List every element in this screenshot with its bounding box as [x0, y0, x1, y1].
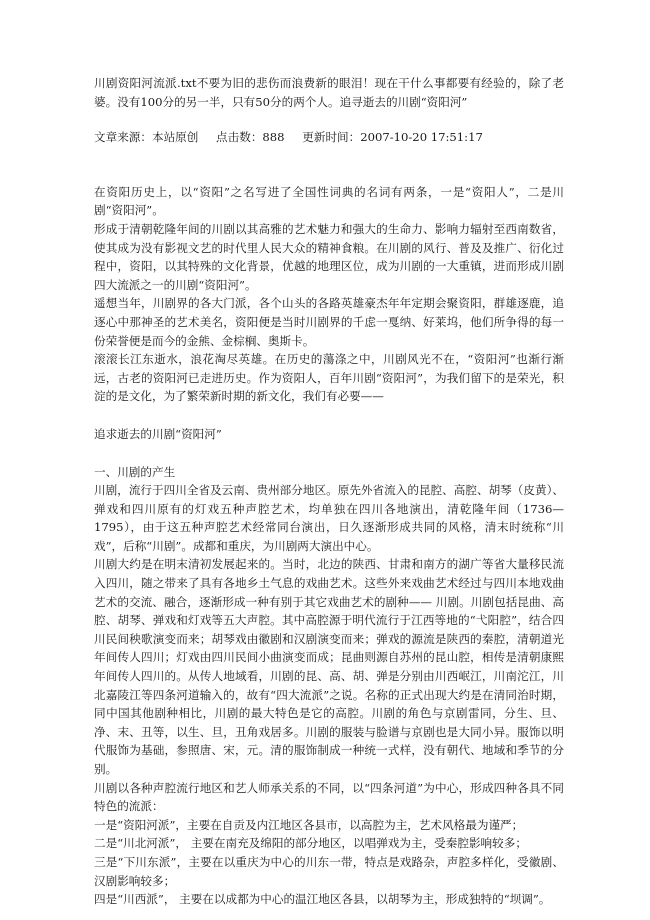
body-paragraph: 川剧以各种声腔流行地区和艺人师承关系的不同，以“四条河道”为中心，形成四种各具不同特色的流派：	[94, 780, 564, 814]
list-item: 四是“川西派”， 主要在以成都为中心的温江地区各县，以胡琴为主，形成独特的“坝调”。	[94, 892, 551, 907]
section-title-block	[94, 425, 564, 444]
section-heading: 一、川剧的产生	[94, 464, 176, 479]
section-title: 追求逝去的川剧“资阳河”	[94, 426, 222, 441]
article-updated: 更新时间：2007-10-20 17:51:17	[302, 130, 483, 145]
article-meta	[94, 128, 564, 147]
intro-paragraph: 在资阳历史上，以“资阳”之名写进了全国性词典的名词有两条，一是“资阳人”，二是川剧“资阳河”。	[94, 184, 564, 218]
intro-paragraph: 形成于清朝乾隆年间的川剧以其高雅的艺术魅力和强大的生命力、影响力辐射至西南数省，使其成为没有影视文艺的时代里人民大众的精神食粮。在川剧的风行、普及及推广、衍化过程中，资阳，以其特殊的文化背景，优越的地理区位，成为川剧的一大重镇，进而形成川剧四大流派之一的川剧“资阳河”。	[94, 221, 564, 292]
section-one	[94, 463, 564, 909]
list-item: 三是“下川东派”，主要在以重庆为中心的川东一带，特点是戏路杂，声腔多样化，受徽剧、汉剧影响较多；	[94, 854, 564, 888]
list-item: 二是“川北河派”， 主要在南充及绵阳的部分地区，以唱弹戏为主，受秦腔影响较多；	[94, 836, 527, 851]
list-item: 一是“资阳河派”，主要在自贡及内江地区各县市，以高腔为主，艺术风格最为谨严；	[94, 817, 524, 832]
article-hits: 点击数：888	[216, 130, 285, 145]
body-paragraph: 川剧，流行于四川全省及云南、贵州部分地区。原先外省流入的昆腔、高腔、胡琴（皮黄）、弹戏和四川原有的灯戏五种声腔艺术，均单独在四川各地演出，清乾隆年间（1736—1795），由于这五种声腔艺术经常同台演出，日久逐渐形成共同的风格，清末时统称“川戏”，后称“川剧”。成都和重庆，为川剧两大演出中心。	[94, 483, 564, 553]
intro-paragraph: 滚滚长江东逝水，浪花淘尽英雄。在历史的蕩涤之中，川剧风光不在，“资阳河”也渐行渐远，古老的资阳河已走进历史。作为资阳人，百年川剧“资阳河”，为我们留下的是荣光，积淀的是文化，为了繁荣新时期的新文化，我们有必要——	[94, 352, 564, 404]
document-title: 川剧资阳河流派.txt不要为旧的悲伤而浪费新的眼泪！现在干什么事都要有经验的，除了老婆。没有100分的另一半，只有50分的两个人。追寻逝去的川剧“资阳河”	[94, 76, 564, 109]
body-paragraph: 川剧大约是在明末清初发展起来的。当时，北边的陕西、甘肃和南方的湖广等省大量移民流入四川，随之带来了具有各地乡土气息的戏曲艺术。这些外来戏曲艺术经过与四川本地戏曲艺术的交流、融合，逐渐形成一种有别于其它戏曲艺术的剧种—— 川剧。川剧包括昆曲、高腔、胡琴、弹戏和灯戏等五大声腔。其中高腔源于明代流行于江西等地的“弋阳腔”，结合四川民间秧歌演变而来；胡琴戏由徽剧和汉剧演变而来；弹戏的源流是陕西的秦腔，清朝道光年间传人四川；灯戏由四川民间小曲演变而成；昆曲则源自苏州的昆山腔，相传是清朝康熙年间传人四川的。从传人地域看，川剧的昆、高、胡、弹是分别由川西岷江，川南沱江，川北嘉陵江等四条河道输入的，故有“四大流派”之说。名称的正式出现大约是在清同治时期，同中国其他剧种相比，川剧的最大特色是它的高腔。川剧的角色与京剧雷同，分生、旦、净、末、丑等，以生、旦，丑角戏居多。川剧的服装与脸谱与京剧也是大同小异。服饰以明代服饰为基础，参照唐、宋，元。清的服饰制成一种统一式样，没有朝代、地域和季节的分别。	[94, 557, 564, 776]
document-title-block	[94, 74, 564, 111]
article-source: 文章来源：本站原创	[94, 130, 199, 145]
intro-paragraph: 遥想当年，川剧界的各大门派，各个山头的各路英雄豪杰年年定期会聚资阳，群雄逐鹿，追逐心中那神圣的艺术美名，资阳便是当时川剧界的千虑一戛纳、好莱坞，他们所争得的每一份荣誉便是而今的金熊、金棕榈、奥斯卡。	[94, 296, 564, 348]
intro-section	[94, 183, 564, 406]
